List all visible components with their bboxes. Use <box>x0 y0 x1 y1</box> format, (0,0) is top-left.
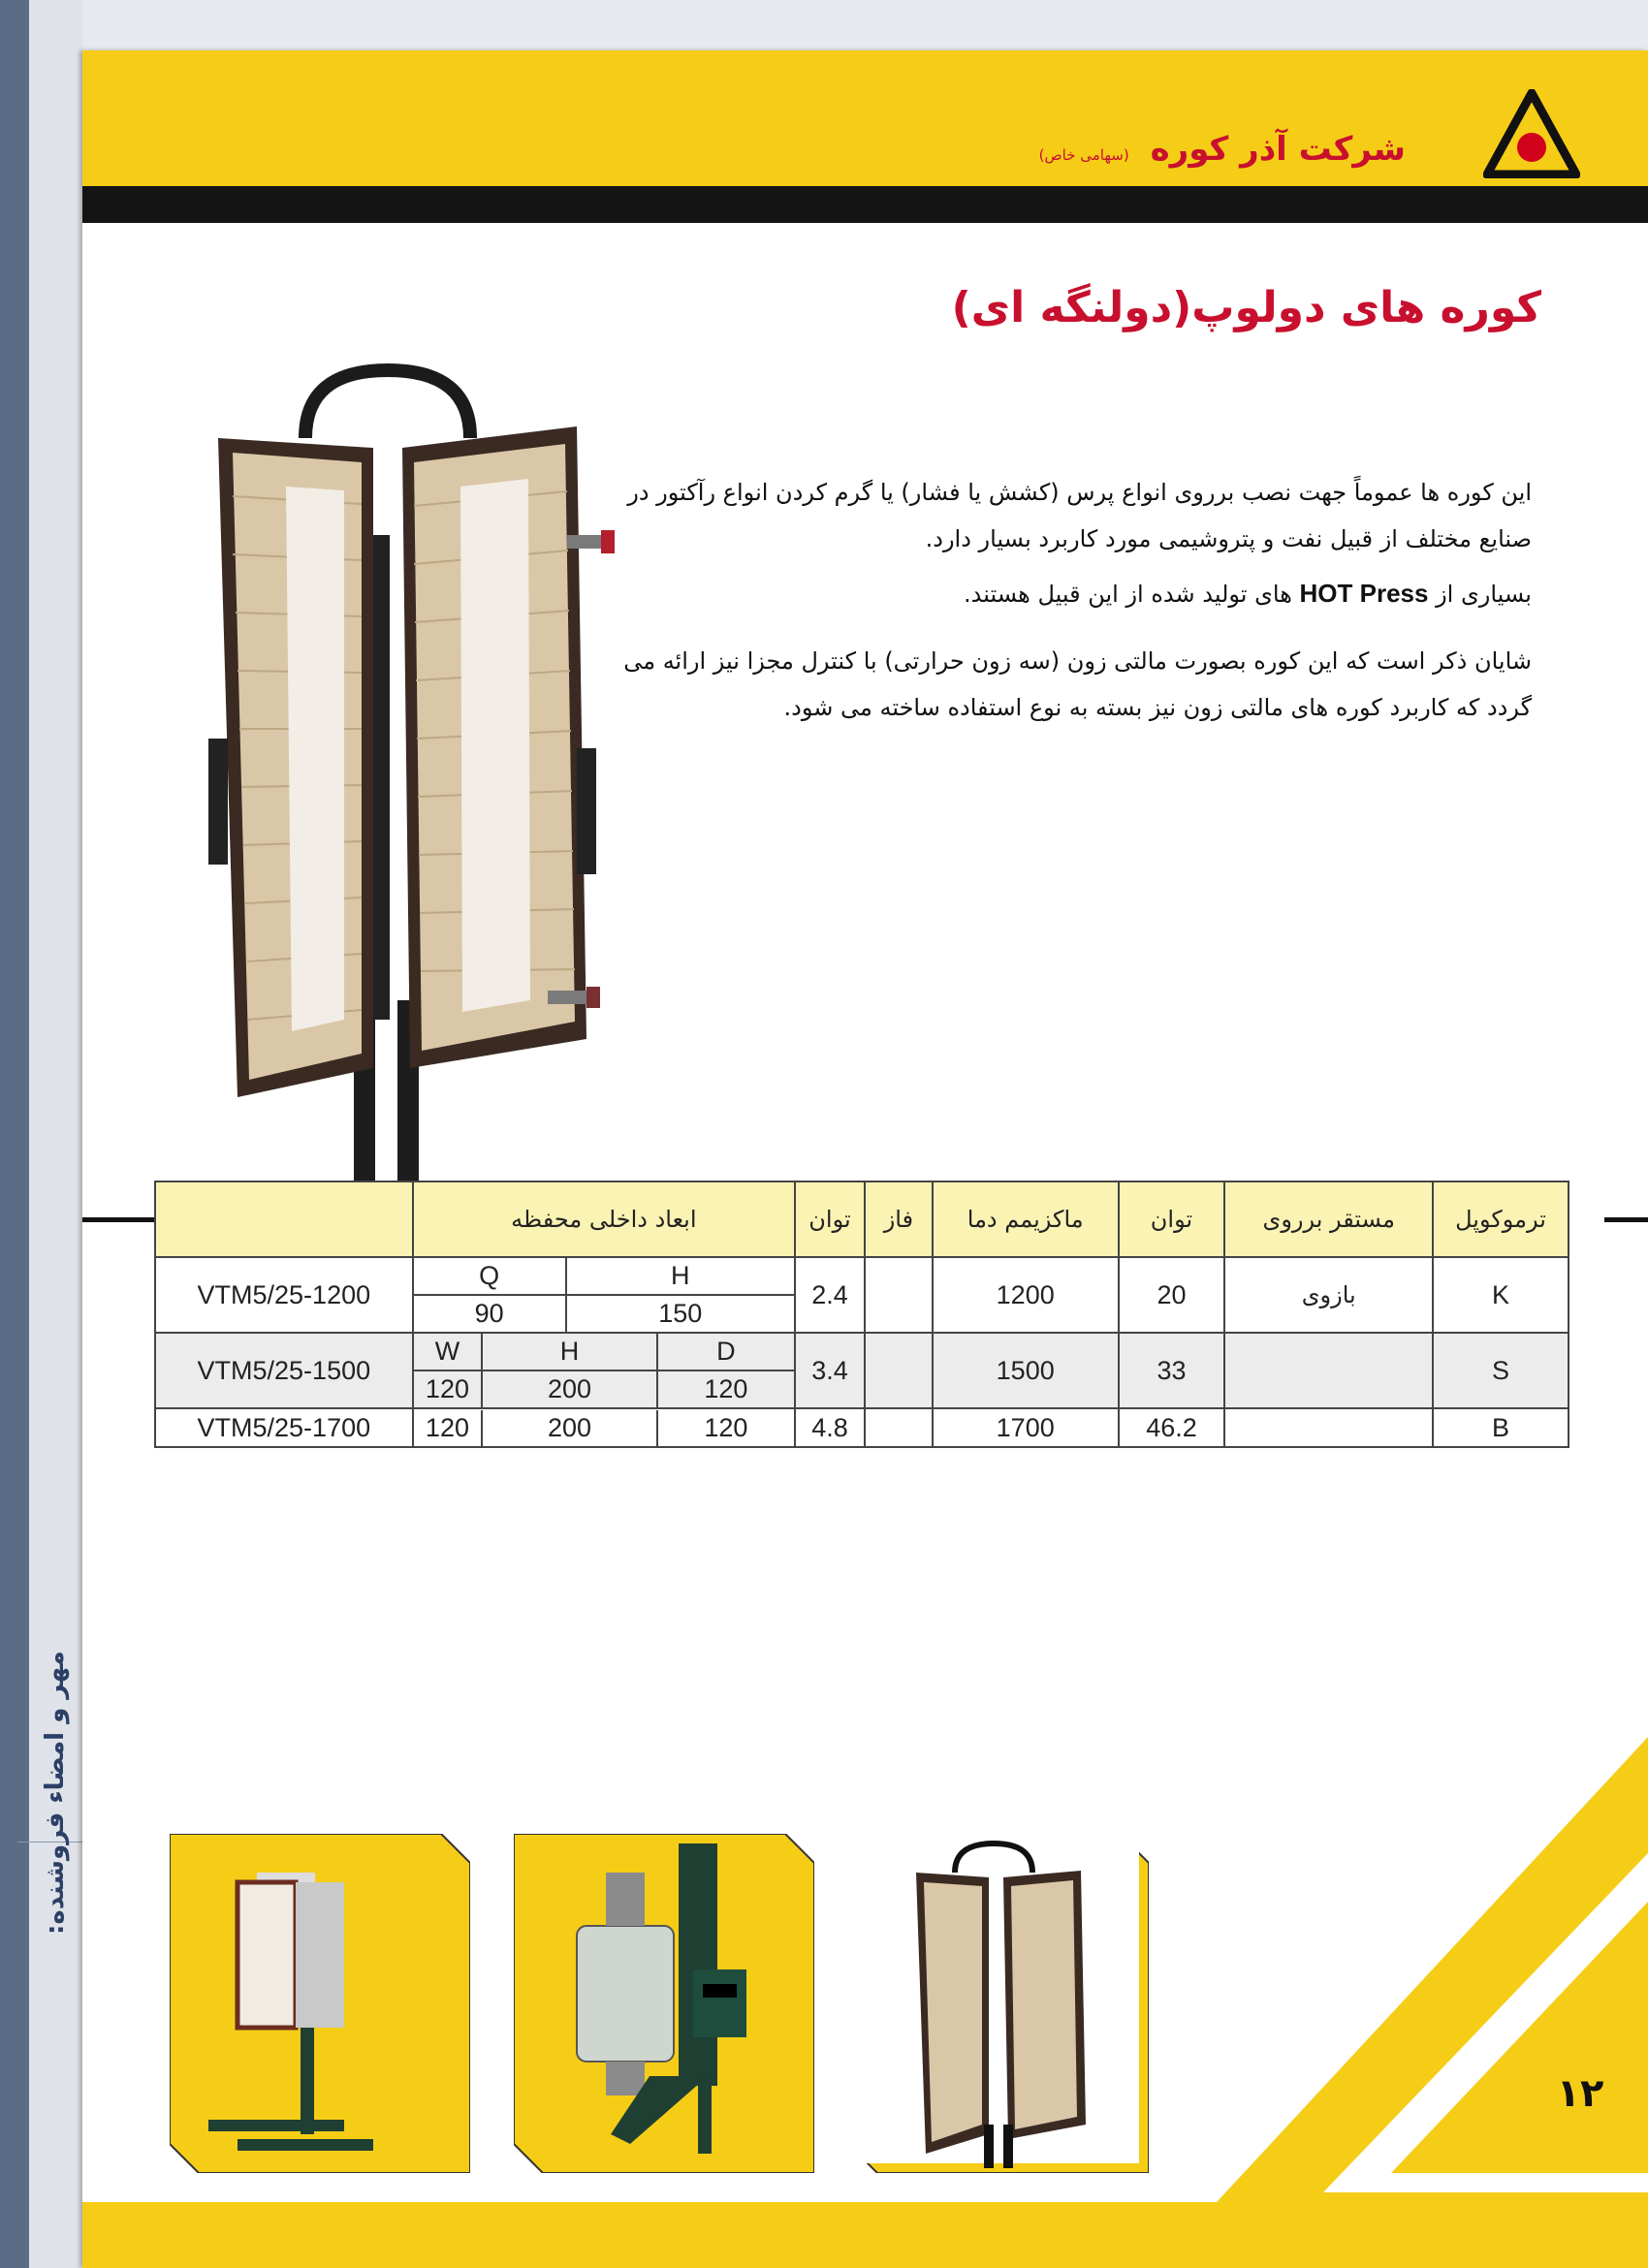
dimensions-cell <box>413 1408 795 1447</box>
page-title: کوره های دولوپ(دولنگه ای) <box>951 283 1541 332</box>
model-cell: VTM5/25-1700 <box>155 1408 413 1447</box>
dim-label: H <box>482 1334 656 1370</box>
mounting-cell: بازوی <box>1224 1257 1433 1333</box>
description-paragraph-3: شایان ذکر است که این کوره بصورت مالتی زون (سه زون حرارتی) با کنترل مجزا نیز ارائه می گردد که کاربرد کوره های مالتی زون نیز بسته به نوع استفاده ساخته می شود. <box>623 647 1532 721</box>
dim-value: 120 <box>657 1370 794 1407</box>
phase-cell <box>865 1257 933 1333</box>
page-number: ۱۲ <box>1556 2071 1604 2116</box>
catalog-page <box>82 50 1648 2268</box>
phase-cell <box>865 1408 933 1447</box>
background-sheet-top <box>0 0 1648 58</box>
dim-value: 120 <box>425 1412 469 1442</box>
seller-stamp-label: مهر و امضاء فروشنده: <box>41 1651 70 1936</box>
dimensions-subtable <box>414 1334 794 1407</box>
thumbnail-vertical-furnace <box>170 1834 470 2173</box>
spec-table <box>154 1181 1569 1448</box>
header-phase: فاز <box>865 1181 933 1257</box>
header-model <box>155 1181 413 1257</box>
power-kw-cell: 4.8 <box>795 1408 865 1447</box>
mounting-cell <box>1224 1408 1433 1447</box>
power-cell: 33 <box>1119 1333 1225 1408</box>
thumbnail-split-furnace <box>848 1834 1149 2173</box>
table-header-row <box>155 1181 1569 1257</box>
mounting-cell <box>1224 1333 1433 1408</box>
header-mounting: مستقر برروی <box>1224 1181 1433 1257</box>
paragraph-2-end: های تولید شده از این قبیل هستند. <box>964 581 1300 608</box>
split-tube-furnace-image <box>189 322 635 1223</box>
thermocouple-cell: K <box>1433 1257 1569 1333</box>
dim-value: 150 <box>566 1295 794 1332</box>
table-row <box>155 1408 1569 1447</box>
company-name <box>1039 130 1406 169</box>
header-black-stripe <box>82 186 1648 223</box>
company-name-text: شرکت آذر کوره <box>1150 130 1406 169</box>
dim-value: 90 <box>474 1299 504 1328</box>
table-row <box>155 1257 1569 1333</box>
dim-value: 120 <box>657 1410 794 1446</box>
description-paragraph-2 <box>601 570 1532 617</box>
dimensions-subtable <box>414 1258 794 1332</box>
triangle-red-dot-logo-icon <box>1483 89 1580 178</box>
header-power: توان <box>1119 1181 1225 1257</box>
dim-label: D <box>657 1334 794 1370</box>
dim-value: 200 <box>482 1370 656 1407</box>
header-band <box>82 50 1648 186</box>
power-cell: 20 <box>1119 1257 1225 1333</box>
model-cell: VTM5/25-1200 <box>155 1257 413 1333</box>
footer-band <box>82 2202 1648 2268</box>
dim-label: H <box>566 1258 794 1295</box>
dim-label: Q <box>414 1258 566 1295</box>
dimensions-subtable <box>414 1410 794 1446</box>
dim-value: 120 <box>425 1374 469 1403</box>
thumbnail-tube-furnace-with-controller <box>514 1834 814 2173</box>
header-inner-dimensions: ابعاد داخلی محفظه <box>413 1181 795 1257</box>
hot-press-term: HOT Press <box>1299 579 1429 608</box>
table-row <box>155 1333 1569 1408</box>
power-cell: 46.2 <box>1119 1408 1225 1447</box>
background-strip <box>0 0 29 2268</box>
dimensions-cell <box>413 1333 795 1408</box>
thermocouple-cell: B <box>1433 1408 1569 1447</box>
phase-cell <box>865 1333 933 1408</box>
dimensions-cell <box>413 1257 795 1333</box>
header-max-temp: ماکزیمم دما <box>933 1181 1119 1257</box>
power-kw-cell: 3.4 <box>795 1333 865 1408</box>
power-kw-cell: 2.4 <box>795 1257 865 1333</box>
max-temp-cell: 1500 <box>933 1333 1119 1408</box>
header-power-kw: توان <box>795 1181 865 1257</box>
dim-value: 200 <box>482 1410 656 1446</box>
max-temp-cell: 1200 <box>933 1257 1119 1333</box>
max-temp-cell: 1700 <box>933 1408 1119 1447</box>
description-paragraph-1: این کوره ها عموماً جهت نصب برروی انواع پرس (کشش یا فشار) یا گرم کردن انواع رآکتور در صنایع مختلف از قبیل نفت و پتروشیمی مورد کاربرد بسیار دارد. <box>627 479 1532 552</box>
paragraph-2-start: بسیاری از <box>1428 581 1532 608</box>
dim-label: W <box>414 1334 483 1370</box>
company-type: (سهامی خاص) <box>1038 146 1129 164</box>
thermocouple-cell: S <box>1433 1333 1569 1408</box>
header-thermocouple: ترموکوپل <box>1433 1181 1569 1257</box>
table-rule-right <box>1604 1217 1648 1222</box>
table-rule-left <box>82 1217 160 1222</box>
model-cell: VTM5/25-1500 <box>155 1333 413 1408</box>
